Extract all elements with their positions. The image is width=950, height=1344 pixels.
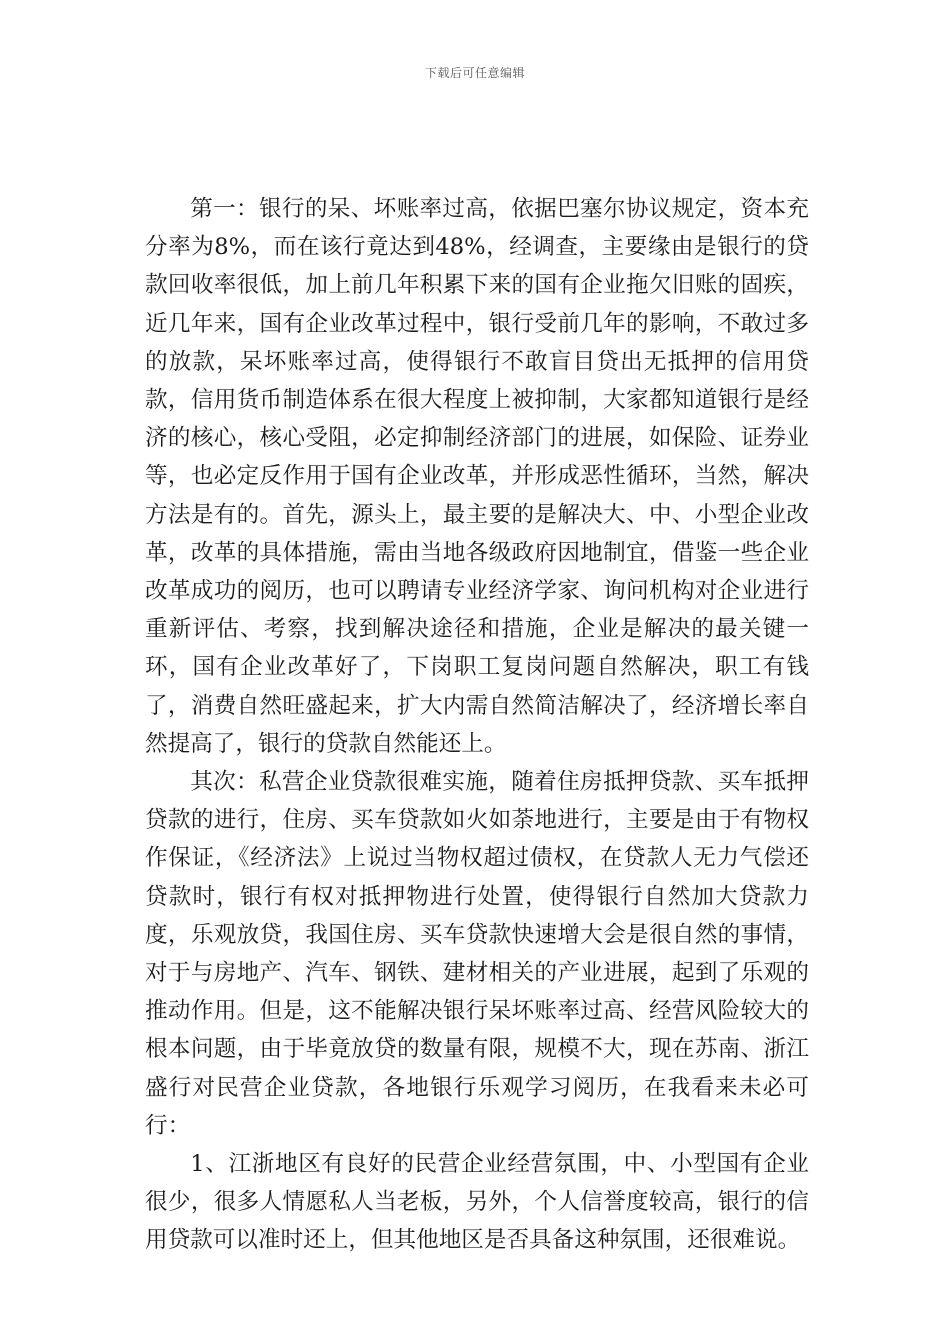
paragraph-second-private-loans: 其次：私营企业贷款很难实施，随着住房抵押贷款、买车抵押贷款的进行，住房、买车贷款如火如荼地进行，主要是由于有物权作保证，《经济法》上说过当物权超过债权，在贷款人无力气偿还贷款时，银行有权对抵押物进行处置，使得银行自然加大贷款力度，乐观放贷，我国住房、买车贷款快速增大会是很自然的事情，对于与房地产、汽车、钢铁、建材相关的产业进展，起到了乐观的推动作用。但是，这不能解决银行呆坏账率过高、经营风险较大的根本问题，由于毕竟放贷的数量有限，规模不大，现在苏南、浙江盛行对民营企业贷款，各地银行乐观学习阅历，在我看来未必可行： xyxy=(145,769,809,1139)
paragraph-first-bank-bad-debt: 第一：银行的呆、坏账率过高，依据巴塞尔协议规定，资本充分率为8%，而在该行竟达到48%，经调查，主要缘由是银行的贷款回收率很低，加上前几年积累下来的国有企业拖欠旧账的固疾，近几年来，国有企业改革过程中，银行受前几年的影响，不敢过多的放款，呆坏账率过高，使得银行不敢盲目贷出无抵押的信用贷款，信用货币制造体系在很大程度上被抑制，大家都知道银行是经济的核心，核心受阻，必定抑制经济部门的进展，如保险、证券业等，也必定反作用于国有企业改革，并形成恶性循环，当然，解决方法是有的。首先，源头上，最主要的是解决大、中、小型企业改革，改革的具体措施，需由当地各级政府因地制宜，借鉴一些企业改革成功的阅历，也可以聘请专业经济学家、询问机构对企业进行重新评估、考察，找到解决途径和措施，企业是解决的最关键一环，国有企业改革好了，下岗职工复岗问题自然解决，职工有钱了，消费自然旺盛起来，扩大内需自然简洁解决了，经济增长率自然提高了，银行的贷款自然能还上。 xyxy=(145,196,809,757)
paragraph-point-1-jiangzhe: 1、江浙地区有良好的民营企业经营氛围，中、小型国有企业很少，很多人情愿私人当老板，另外，个人信誉度较高，银行的信用贷款可以准时还上，但其他地区是否具备这种氛围，还很难说。 xyxy=(145,1151,809,1254)
document-body xyxy=(145,190,809,1260)
page-header-note: 下载后可任意编辑 xyxy=(424,66,525,80)
